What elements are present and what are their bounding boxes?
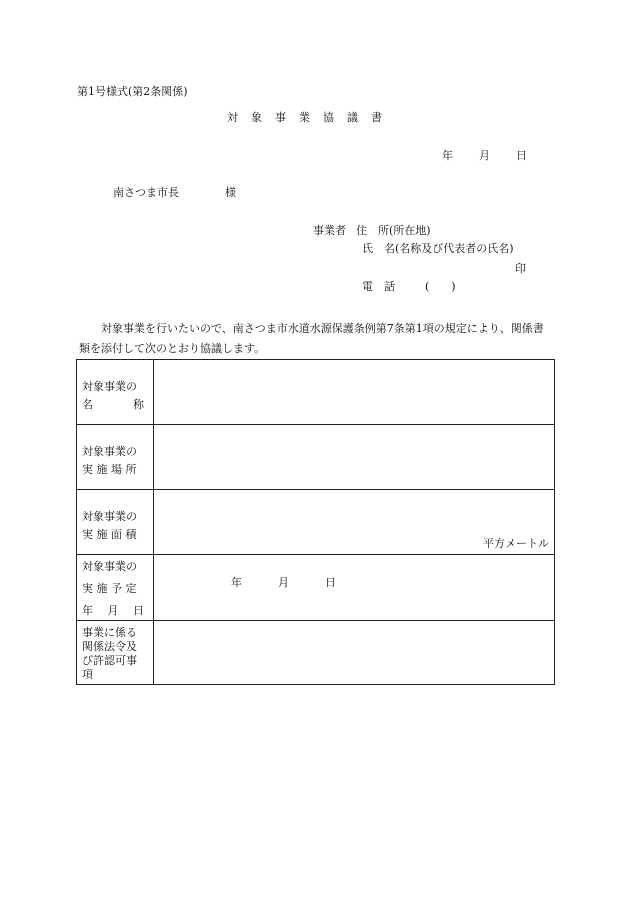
label-char: 日 (133, 604, 144, 617)
label-line: 実 施 面 積 (82, 528, 137, 541)
consultation-table (76, 359, 555, 685)
schedule-date (231, 577, 336, 588)
area-unit: 平方メートル (483, 537, 549, 550)
label-area (77, 490, 154, 555)
date-year-label: 年 (442, 149, 453, 162)
label-line: 対象事業の (82, 445, 137, 458)
document-title: 対象事業協議書 (227, 111, 395, 124)
label-char: 月 (107, 604, 119, 617)
label-char: 年 (82, 604, 93, 617)
schedule-year-label: 年 (231, 576, 242, 589)
phone-line (362, 281, 456, 292)
addressee-honorific: 様 (225, 186, 236, 199)
label-line (82, 396, 144, 414)
table-row-location (77, 425, 555, 490)
phone-label: 電 話 (362, 280, 395, 293)
table-row-project-name (77, 360, 555, 425)
phone-parens: ( ) (425, 280, 456, 293)
addressee-name: 南さつま市長 (113, 186, 179, 199)
label-line: 対象事業の (82, 560, 137, 573)
label-line: 実 施 場 所 (82, 463, 137, 476)
label-permits (77, 621, 154, 685)
applicant-address-line (313, 225, 431, 236)
label-line: 関係法令及 (82, 640, 137, 653)
table-row-area (77, 490, 555, 555)
area-field[interactable] (154, 490, 555, 555)
label-line: 事業に係る (82, 626, 137, 639)
date-day-label: 日 (516, 149, 527, 162)
schedule-month-label: 月 (278, 576, 289, 589)
address-label: 住 所(所在地) (356, 224, 431, 237)
label-line: 実 施 予 定 (82, 582, 137, 595)
project-name-field[interactable] (154, 360, 555, 425)
label-line: び許認可事 (82, 654, 137, 667)
label-location (77, 425, 154, 490)
date-line (442, 150, 527, 161)
label-char: 名 (82, 398, 93, 411)
label-project-name (77, 360, 154, 425)
date-month-label: 月 (479, 149, 490, 162)
location-field[interactable] (154, 425, 555, 490)
label-char: 称 (133, 398, 144, 411)
label-line: 項 (82, 668, 93, 681)
label-line (82, 602, 144, 620)
applicant-label: 事業者 (313, 224, 346, 237)
label-schedule (77, 555, 154, 621)
seal-mark: 印 (515, 262, 526, 275)
label-line: 対象事業の (82, 380, 137, 393)
table-row-permits (77, 621, 555, 685)
table-row-schedule (77, 555, 555, 621)
permits-field[interactable] (154, 621, 555, 685)
name-label: 氏 名(名称及び代表者の氏名) (362, 242, 514, 255)
addressee (113, 187, 236, 198)
schedule-field[interactable] (154, 555, 555, 621)
schedule-day-label: 日 (325, 576, 336, 589)
form-number: 第1号様式(第2条関係) (77, 85, 188, 98)
label-line: 対象事業の (82, 510, 137, 523)
body-text: 対象事業を行いたいので、南さつま市水道水源保護条例第7条第1項の規定により、関係書類を添付して次のとおり協議します。 (79, 322, 544, 355)
